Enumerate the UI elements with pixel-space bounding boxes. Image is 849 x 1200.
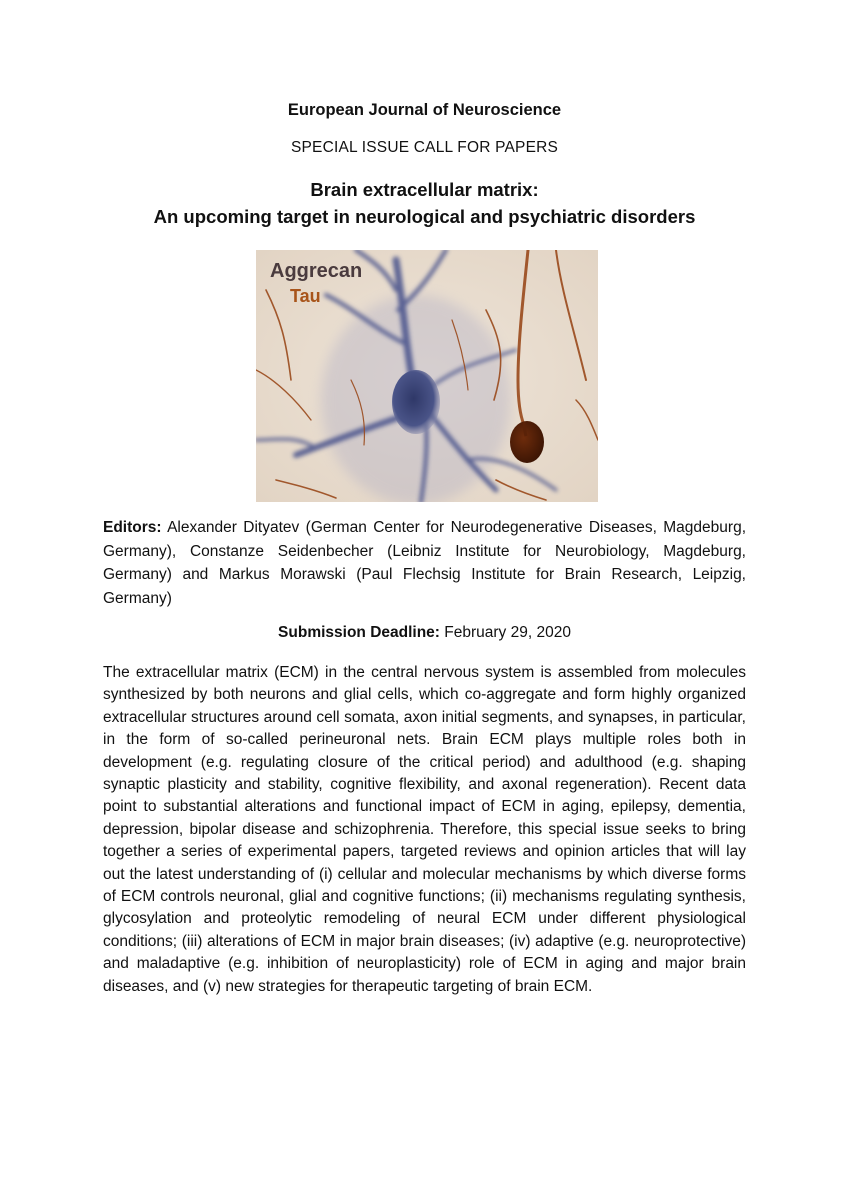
title-line-1: Brain extracellular matrix: (310, 179, 539, 200)
deadline-label: Submission Deadline: (278, 624, 440, 641)
special-issue-title (0, 176, 849, 230)
editors-paragraph (103, 516, 746, 610)
title-line-2: An upcoming target in neurological and psychiatric disorders (153, 206, 696, 227)
journal-name: European Journal of Neuroscience (287, 101, 562, 119)
neuron-micrograph (256, 250, 598, 502)
editors-label: Editors: (103, 519, 162, 536)
abstract-paragraph: The extracellular matrix (ECM) in the central nervous system is assembled from molecules synthesized by both neurons and glial cells, which co-aggregate and form highly organized extracellular structures around cell somata, axon initial segments, and synapses, in particular, in the form of so-called perineuronal nets. Brain ECM plays multiple roles both in development (e.g. regulating closure of the critical period) and adulthood (e.g. shaping synaptic plasticity and stability, cognitive flexibility, and axonal regeneration). Recent data point to substantial alterations and functional impact of ECM in aging, epilepsy, dementia, depression, bipolar disease and schizophrenia. Therefore, this special issue seeks to bring together a series of experimental papers, targeted reviews and opinion articles that will lay out the latest understanding of (i) cellular and molecular mechanisms by which diverse forms of ECM controls neuronal, glial and cognitive functions; (ii) mechanisms regulating synthesis, glycosylation and proteolytic remodeling of neural ECM under different physiological conditions; (iii) alterations of ECM in major brain diseases; (iv) adaptive (e.g. neuroprotective) and maladaptive (e.g. inhibition of neuroplasticity) role of ECM in aging and major brain diseases, and (v) new strategies for therapeutic targeting of brain ECM. (103, 664, 746, 995)
editors-list: Alexander Dityatev (German Center for Neurodegenerative Diseases, Magdeburg, Germany), Constanze Seidenbecher (Leibniz Institute for Neurobiology, Magdeburg, Germany) and Markus Morawski (Paul Flechsig Institute for Brain Research, Leipzig, Germany) (103, 519, 746, 607)
deadline-date: February 29, 2020 (439, 624, 571, 641)
submission-deadline (0, 624, 849, 642)
aggrecan-label: Aggrecan (270, 260, 363, 282)
call-for-papers-heading: SPECIAL ISSUE CALL FOR PAPERS (290, 139, 559, 156)
tau-label: Tau (290, 286, 321, 306)
